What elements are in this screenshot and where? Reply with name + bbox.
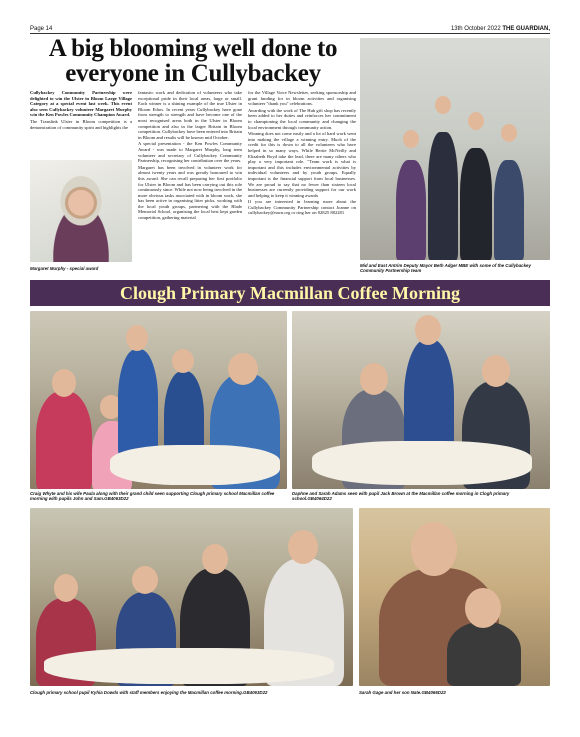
header-rule <box>30 33 550 34</box>
portrait-photo <box>30 160 132 262</box>
article-paragraph: If you are interested in learning more about the Cullybackey Community Partnership contact Joanne on cullybackey@nacn.org or ring her on 02825 882281 <box>248 199 356 216</box>
portrait-caption: Margaret Murphy - special award <box>30 266 99 271</box>
page-number: Page 14 <box>30 26 53 32</box>
mayor-photo-caption: Mid and East Antrim Deputy Mayor Beth Adger MBE with some of the Cullybackey Community Partnership team <box>360 263 531 274</box>
article-lead: Cullybackey Community Partnership were delighted to win the Ulster in Bloom Large Village Category at a special event last week. This event also seen Cullybackey volunteer Margaret Murphy win the Ken Powles Community Champion Award. <box>30 90 132 118</box>
issue-date-line <box>451 26 550 32</box>
article-column-1 <box>30 90 132 131</box>
coffee-morning-photo-4 <box>359 508 550 686</box>
coffee-morning-photo-3 <box>30 508 353 686</box>
article-paragraph: for the Village Voice Newsletter, seeking sponsorship and grant funding for in bloom activities and organising volunteer "thank you" celebrations. <box>248 90 356 107</box>
mayor-group-photo <box>360 38 550 260</box>
article-column-2 <box>138 90 242 222</box>
issue-date: 13th October 2022 <box>450 26 501 32</box>
article-paragraph: Margaret has been involved in volunteer work for almost twenty years and was greatly honoured to win this award. She can recall preparing her first portfolio for Ulster in Bloom and has been carrying out this role continuously since. While not now being involved in the more obvious tasks associated with in bloom work, she has been active in organising litter picks, working with the local youth groups, partnering with the Blade Memorial School, organising the local best kept garden competition, gathering material <box>138 164 242 221</box>
coffee-morning-photo-1 <box>30 311 287 489</box>
article-paragraph: A special presentation - the Ken Powles Community Award - was made to Margaret Murphy, long term volunteer and secretary of Cullybackey Community Partnership, recognising her contribution over the years. <box>138 141 242 164</box>
article-paragraph: Awarding with the work of The Hub gift shop has recently been added to her duties and reinforces her commitment to championing the local community and changing the local environment through community action. <box>248 107 356 130</box>
photo-1-caption: Craig Whyte and his wife Paula along with their grand child seen supporting Clough primary school Macmillan coffee morning with pupils John and Sam.GB4063D22 <box>30 491 275 502</box>
photo-2-caption: Daphne and Sarah Adams seen with pupil Jack Brown at the Macmillan coffee morning in Clogh primary school.GB4064D22 <box>292 491 510 502</box>
coffee-morning-banner: Clough Primary Macmillan Coffee Morning <box>30 280 550 306</box>
article-column-3 <box>248 90 356 217</box>
photo-4-caption: Sarah Gage and her son Nate.GB4066D22 <box>359 690 446 695</box>
photo-3-caption: Clough primary school pupil Kyhia Dowds with staff members enjoying the Macmillan coffee morning.GB4063D22 <box>30 690 268 695</box>
article-paragraph: Winning does not come easily and a lot of hard work went into making the village a winning entry. Much of the credit for this is down to all the volunteers who have helped in so many ways. While Bertie McNeilly and Elizabeth Boyd take the lead, there are many others who play a very important role. "Team work is what is important and this includes environmental activities by individual volunteers and by youth groups. Equally important is the financial support from local businesses. We are proud to say that no fewer than sixteen local businesses are currently providing support for our work and helping to keep it winning awards <box>248 131 356 198</box>
newspaper-name: THE GUARDIAN, <box>502 26 550 32</box>
article-paragraph: fantastic work and dedication of volunteers who take exceptional pride in their local areas, large or small. Each winner is a shining example of the true Ulster in Bloom Ethos. In recent years Cullybackey have gone from strength to strength and have become one of the most recognised areas both in the Ulster in Bloom competition and also in the larger Britain in Bloom competition. Cullybackey have been entered into Britain in Bloom and results will be known mid October. <box>138 90 242 140</box>
article-headline: A big blooming well done to everyone in Cullybackey <box>48 35 338 87</box>
article-paragraph: The Translink Ulster in Bloom competition is a demonstration of community spirit and highlights the <box>30 118 132 130</box>
coffee-morning-photo-2 <box>292 311 550 489</box>
